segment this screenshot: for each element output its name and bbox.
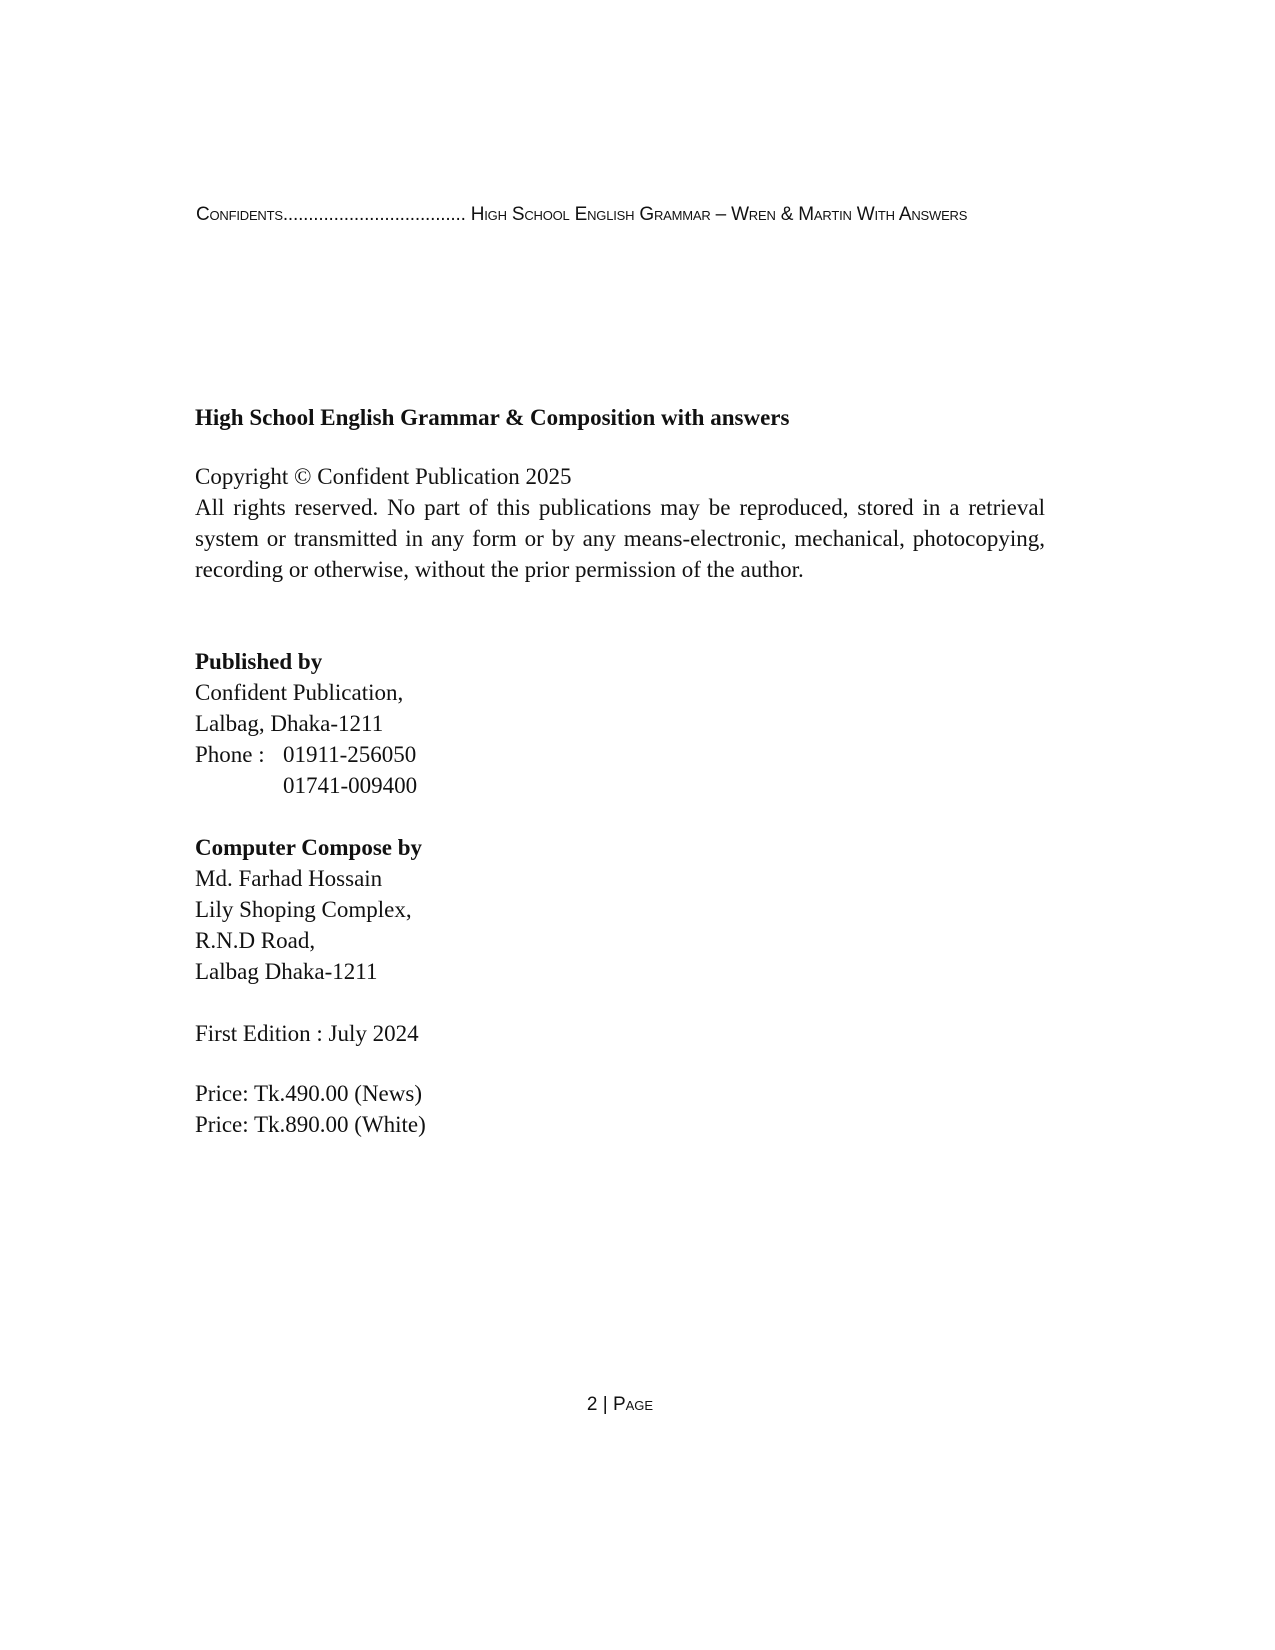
publisher-address: Lalbag, Dhaka-1211 bbox=[195, 711, 384, 736]
edition-block bbox=[195, 1018, 1045, 1049]
compose-address-line-3: Lalbag Dhaka-1211 bbox=[195, 959, 378, 984]
publisher-name: Confident Publication, bbox=[195, 680, 404, 705]
book-title: High School English Grammar & Composition with answers bbox=[195, 405, 790, 430]
copyright-line: Copyright © Confident Publication 2025 bbox=[195, 464, 572, 489]
price-news: Price: Tk.490.00 (News) bbox=[195, 1081, 422, 1106]
compose-address-line-1: Lily Shoping Complex, bbox=[195, 897, 412, 922]
publisher-heading: Published by bbox=[195, 649, 323, 674]
running-header: Confidents.................................... High School English Grammar – Wren & Martin With Answers bbox=[196, 204, 968, 225]
imprint-content bbox=[195, 402, 1045, 1140]
price-white: Price: Tk.890.00 (White) bbox=[195, 1112, 426, 1137]
price-block bbox=[195, 1078, 1045, 1140]
phone-number-1: 01911-256050 bbox=[283, 742, 417, 767]
compose-heading: Computer Compose by bbox=[195, 835, 423, 860]
compose-name: Md. Farhad Hossain bbox=[195, 866, 383, 891]
copyright-block bbox=[195, 461, 1045, 585]
page-number: 2 | Page bbox=[586, 1394, 654, 1415]
phone-row bbox=[195, 739, 1045, 770]
rights-notice: All rights reserved. No part of this publications may be reproduced, stored in a retrieval system or transmitted in any form or by any means-electronic, mechanical, photocopying, recording or otherwise, without the prior permission of the author. bbox=[195, 495, 1045, 582]
edition-line: First Edition : July 2024 bbox=[195, 1021, 419, 1046]
compose-address-line-2: R.N.D Road, bbox=[195, 928, 316, 953]
publisher-block bbox=[195, 646, 1045, 801]
phone-label: Phone : bbox=[195, 742, 265, 767]
compose-block bbox=[195, 832, 1045, 987]
phone-number-2: 01741-009400 bbox=[283, 773, 418, 798]
